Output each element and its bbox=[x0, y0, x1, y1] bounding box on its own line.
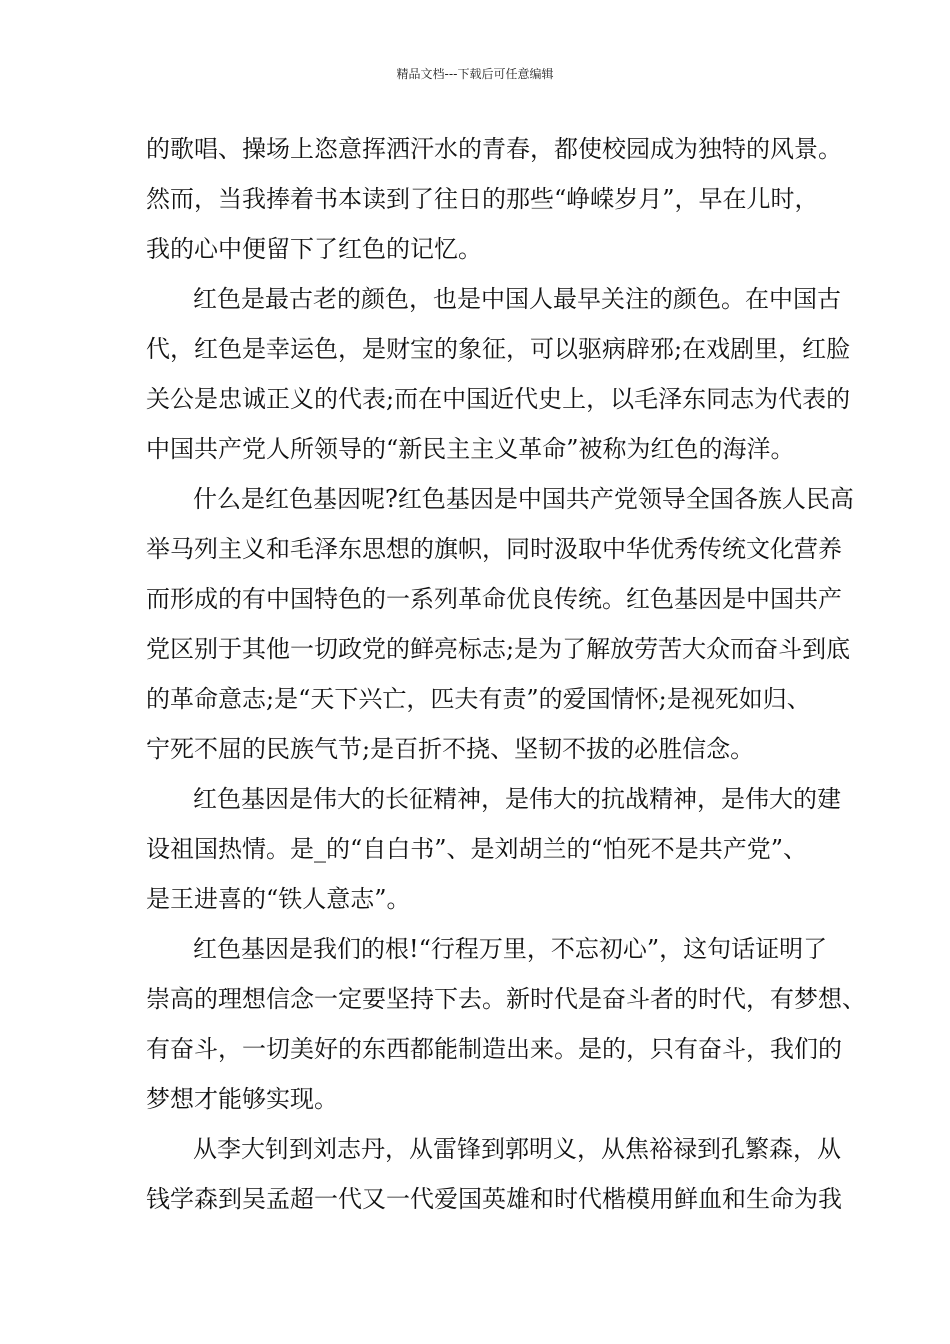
text-line: 中国共产党人所领导的“新民主主义革命”被称为红色的海洋。 bbox=[146, 435, 795, 463]
text-line: 设祖国热情。是_的“自白书”、是刘胡兰的“怕死不是共产党”、 bbox=[146, 835, 808, 863]
text-line: 而形成的有中国特色的一系列革命优良传统。红色基因是中国共产 bbox=[146, 585, 842, 613]
text-line: 宁死不屈的民族气节;是百折不挠、坚韧不拔的必胜信念。 bbox=[146, 735, 755, 763]
text-line: 代，红色是幸运色，是财宝的象征，可以驱病辟邪;在戏剧里，红脸 bbox=[146, 335, 851, 363]
text-line: 有奋斗，一切美好的东西都能制造出来。是的，只有奋斗，我们的 bbox=[146, 1035, 842, 1063]
document-body bbox=[146, 124, 866, 1224]
paragraph-first-line: 什么是红色基因呢?红色基因是中国共产党领导全国各族人民高 bbox=[193, 485, 854, 513]
paragraph-first-line: 红色基因是伟大的长征精神，是伟大的抗战精神，是伟大的建 bbox=[193, 785, 841, 813]
text-line: 举马列主义和毛泽东思想的旗帜，同时汲取中华优秀传统文化营养 bbox=[146, 535, 842, 563]
text-line: 是王进喜的“铁人意志”。 bbox=[146, 885, 411, 913]
text-line: 然而，当我捧着书本读到了往日的那些“峥嵘岁月”，早在儿时， bbox=[146, 185, 819, 213]
text-line: 梦想才能够实现。 bbox=[146, 1085, 338, 1113]
text-line: 我的心中便留下了红色的记忆。 bbox=[146, 235, 482, 263]
text-line: 的革命意志;是“天下兴亡，匹夫有责”的爱国情怀;是视死如归、 bbox=[146, 685, 811, 713]
page-header: 精品文档---下载后可任意编辑 bbox=[396, 67, 554, 81]
text-line: 关公是忠诚正义的代表;而在中国近代史上，以毛泽东同志为代表的 bbox=[146, 385, 851, 413]
paragraph-first-line: 红色是最古老的颜色，也是中国人最早关注的颜色。在中国古 bbox=[193, 285, 841, 313]
text-line: 崇高的理想信念一定要坚持下去。新时代是奋斗者的时代，有梦想、 bbox=[146, 985, 866, 1013]
text-line: 钱学森到吴孟超一代又一代爱国英雄和时代楷模用鲜血和生命为我 bbox=[146, 1185, 842, 1213]
paragraph-first-line: 从李大钊到刘志丹，从雷锋到郭明义，从焦裕禄到孔繁森，从 bbox=[193, 1135, 841, 1163]
text-line: 党区别于其他一切政党的鲜亮标志;是为了解放劳苦大众而奋斗到底 bbox=[146, 635, 851, 663]
text-line: 的歌唱、操场上恣意挥洒汗水的青春，都使校园成为独特的风景。 bbox=[146, 135, 842, 163]
paragraph-first-line: 红色基因是我们的根!“行程万里，不忘初心”，这句话证明了 bbox=[193, 935, 828, 963]
